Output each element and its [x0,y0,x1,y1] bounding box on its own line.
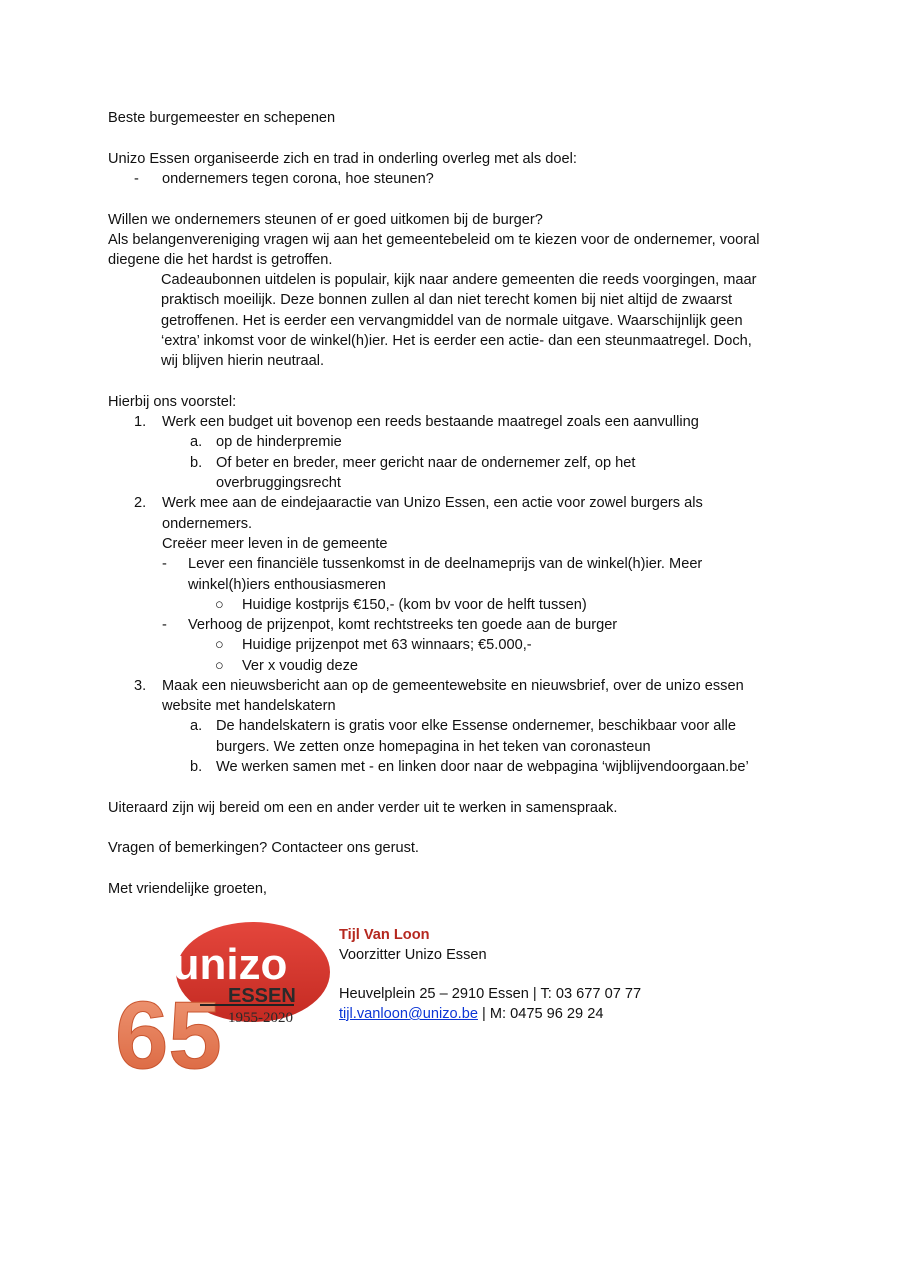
bullet-dash: - [134,171,139,187]
sub-marker: b. [190,759,203,775]
proposal-heading: Hierbij ons voorstel: [108,394,237,410]
closing-text: Uiteraard zijn wij bereid om een en ander verder uit te werken in samenspraak. [108,800,618,816]
list-item: Maak een nieuwsbericht aan op de gemeentewebsite en nieuwsbrief, over de unizo essen [162,678,744,694]
sub-item: overbruggingsrecht [216,475,341,491]
bullet-item: Lever een financiële tussenkomst in de deelnameprijs van de winkel(h)ier. Meer [188,556,703,572]
indented-line: praktisch moeilijk. Deze bonnen zullen al dan niet terecht komen bij niet altijd de zwaarst [161,292,733,308]
unizo-essen-logo [108,922,330,1072]
indented-line: ‘extra’ inkomst voor de winkel(h)ier. Het is eerder een actie- dan een steunmaatregel. Doch, [161,333,752,349]
sub-item: op de hinderpremie [216,434,342,450]
sub-item: We werken samen met - en linken door naar de webpagina ‘wijblijvendoorgaan.be’ [216,759,749,775]
list-number: 1. [134,414,147,430]
logo-city-text: ESSEN [228,985,296,1007]
list-item: Creëer meer leven in de gemeente [162,536,388,552]
bullet-item: Verhoog de prijzenpot, komt rechtstreeks ten goede aan de burger [188,617,618,633]
signature-title: Voorzitter Unizo Essen [339,947,487,963]
bullet-item: winkel(h)iers enthousiasmeren [188,577,386,593]
bullet-dash: - [162,617,167,633]
signature-mobile: | M: 0475 96 29 24 [477,1006,604,1022]
logo-anniversary-number: 65 [115,982,222,1072]
salutation: Beste burgemeester en schepenen [108,110,336,126]
paragraph-line: Als belangenvereniging vragen wij aan het gemeentebeleid om te kiezen voor de ondernemer, vooral [108,232,760,248]
list-number: 2. [134,495,147,511]
indented-line: Cadeaubonnen uitdelen is populair, kijk naar andere gemeenten die reeds voorgingen, maar [161,272,757,288]
indented-line: getroffenen. Het is eerder een vervangmiddel van de normale uitgave. Waarschijnlijk geen [161,313,743,329]
sub-item: burgers. We zetten onze homepagina in het teken van coronasteun [216,739,651,755]
signature-address: Heuvelplein 25 – 2910 Essen | T: 03 677 07 77 [339,986,642,1002]
bullet-dash: - [162,556,167,572]
sub-marker: a. [190,718,203,734]
greeting: Met vriendelijke groeten, [108,881,267,897]
sub-item: Of beter en breder, meer gericht naar de ondernemer zelf, op het [216,455,636,471]
sub-item: De handelskatern is gratis voor elke Essense ondernemer, beschikbaar voor alle [216,718,736,734]
sub-bullet-item: Huidige kostprijs €150,- (kom bv voor de helft tussen) [242,597,587,613]
list-item: Werk een budget uit bovenop een reeds bestaande maatregel zoals een aanvulling [162,414,699,430]
list-item: website met handelskatern [162,698,336,714]
intro-bullet: ondernemers tegen corona, hoe steunen? [162,171,434,187]
paragraph-line: diegene die het hardst is getroffen. [108,252,333,268]
circle-bullet: ○ [215,658,224,674]
question-text: Willen we ondernemers steunen of er goed uitkomen bij de burger? [108,212,543,228]
sub-bullet-item: Ver x voudig deze [242,658,359,674]
circle-bullet: ○ [215,597,224,613]
unizo-logo-graphic [108,922,330,1072]
logo-brand-text: unizo [172,940,288,989]
list-number: 3. [134,678,147,694]
sub-marker: a. [190,434,203,450]
email-link[interactable]: tijl.vanloon@unizo.be [339,1006,478,1022]
sub-marker: b. [190,455,203,471]
list-item: ondernemers. [162,516,253,532]
indented-line: wij blijven hierin neutraal. [161,353,325,369]
sub-bullet-item: Huidige prijzenpot met 63 winnaars; €5.000,- [242,637,532,653]
intro-text: Unizo Essen organiseerde zich en trad in onderling overleg met als doel: [108,151,577,167]
circle-bullet: ○ [215,637,224,653]
list-item: Werk mee aan de eindejaaractie van Unizo Essen, een actie voor zowel burgers als [162,495,703,511]
signature-name: Tijl Van Loon [339,927,430,943]
signature-contact [339,1004,603,1024]
closing-text: Vragen of bemerkingen? Contacteer ons gerust. [108,840,419,856]
logo-years-text: 1955-2020 [228,1010,293,1026]
